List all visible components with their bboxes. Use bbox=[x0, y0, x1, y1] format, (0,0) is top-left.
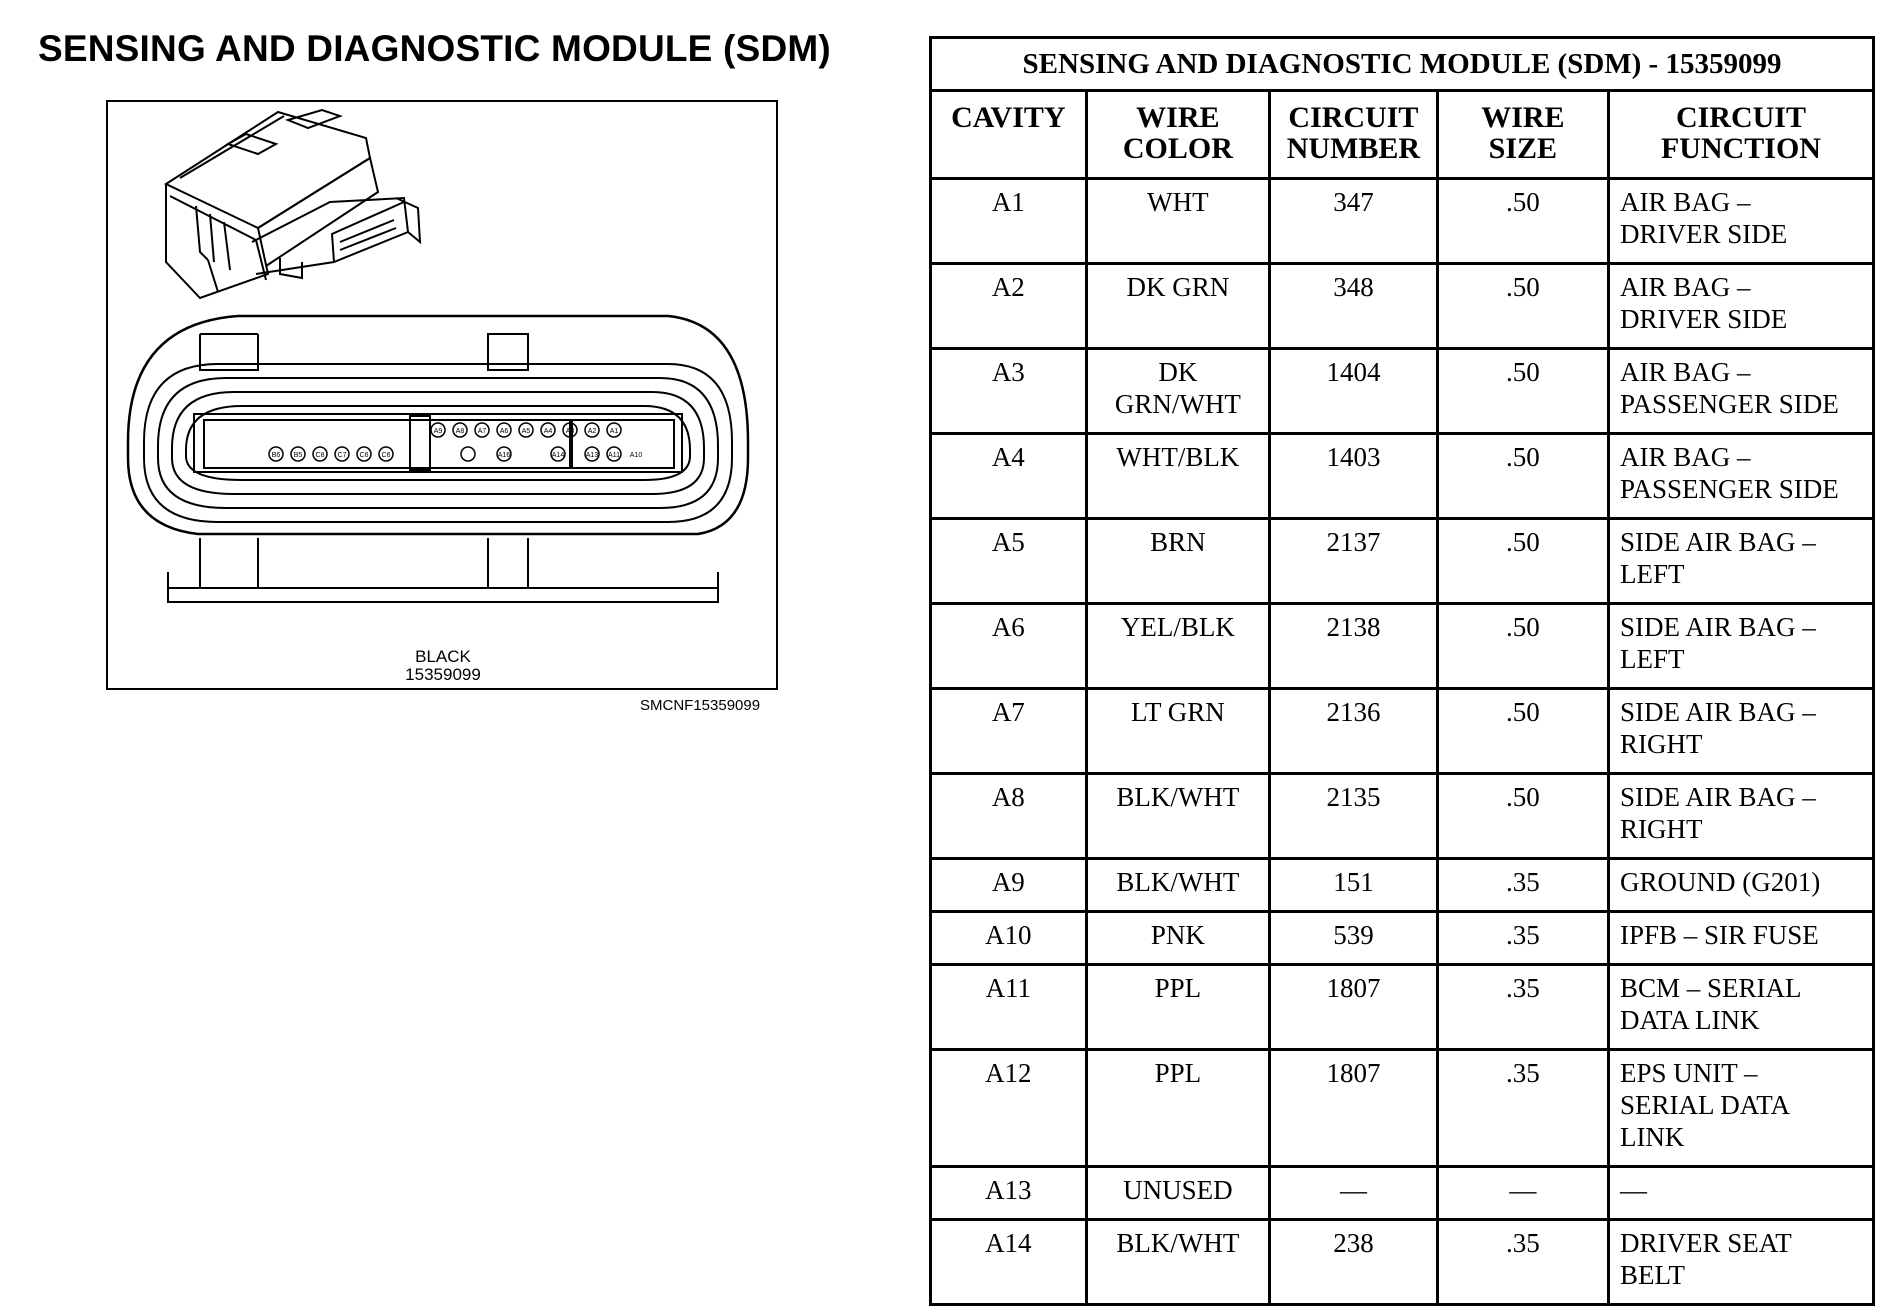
connector-part-number: 15359099 bbox=[405, 665, 481, 684]
cell-circuit-function: DRIVER SEAT BELT bbox=[1608, 1220, 1873, 1305]
pin-label: A2 bbox=[587, 428, 597, 435]
cell-cavity: A11 bbox=[931, 965, 1087, 1050]
cell-wire-color: YEL/BLK bbox=[1086, 604, 1269, 689]
pin-label: A1 bbox=[609, 428, 619, 435]
cell-circuit-number: 2136 bbox=[1270, 689, 1438, 774]
cell-circuit-function: IPFB – SIR FUSE bbox=[1608, 912, 1873, 965]
header-circuit-function: CIRCUIT FUNCTION bbox=[1608, 91, 1873, 179]
pin-label: A14 bbox=[551, 452, 565, 459]
cell-cavity: A4 bbox=[931, 434, 1087, 519]
pinout-table bbox=[929, 36, 1875, 1306]
cell-wire-color: PPL bbox=[1086, 965, 1269, 1050]
pin-label: A11 bbox=[608, 452, 620, 459]
cell-wire-size: .35 bbox=[1437, 1050, 1608, 1167]
table-row bbox=[931, 604, 1874, 689]
cell-circuit-function: SIDE AIR BAG – RIGHT bbox=[1608, 774, 1873, 859]
cell-cavity: A10 bbox=[931, 912, 1087, 965]
cell-circuit-function: SIDE AIR BAG – LEFT bbox=[1608, 519, 1873, 604]
cell-wire-size: .50 bbox=[1437, 604, 1608, 689]
pin-label: B5 bbox=[293, 452, 303, 459]
pin-label: A5 bbox=[521, 428, 531, 435]
cell-circuit-number: 1807 bbox=[1270, 965, 1438, 1050]
cell-circuit-function: — bbox=[1608, 1167, 1873, 1220]
pin-label: A8 bbox=[455, 428, 465, 435]
cell-wire-size: .50 bbox=[1437, 434, 1608, 519]
cell-circuit-number: 1404 bbox=[1270, 349, 1438, 434]
cell-wire-size: .35 bbox=[1437, 965, 1608, 1050]
cell-wire-size: .50 bbox=[1437, 179, 1608, 264]
table-row bbox=[931, 1220, 1874, 1305]
cell-circuit-number: 539 bbox=[1270, 912, 1438, 965]
header-wire-color: WIRE COLOR bbox=[1086, 91, 1269, 179]
cell-circuit-number: 2138 bbox=[1270, 604, 1438, 689]
connector-figure bbox=[106, 100, 778, 690]
cell-cavity: A1 bbox=[931, 179, 1087, 264]
cell-cavity: A5 bbox=[931, 519, 1087, 604]
cell-cavity: A8 bbox=[931, 774, 1087, 859]
cell-wire-size: .50 bbox=[1437, 519, 1608, 604]
cell-wire-color: BLK/WHT bbox=[1086, 774, 1269, 859]
cell-cavity: A9 bbox=[931, 859, 1087, 912]
pin-label: C6 bbox=[359, 452, 369, 459]
cell-wire-size: .50 bbox=[1437, 264, 1608, 349]
header-wire-size: WIRE SIZE bbox=[1437, 91, 1608, 179]
cell-cavity: A13 bbox=[931, 1167, 1087, 1220]
cell-wire-color: WHT bbox=[1086, 179, 1269, 264]
cell-circuit-number: 1807 bbox=[1270, 1050, 1438, 1167]
table-title: SENSING AND DIAGNOSTIC MODULE (SDM) - 15359099 bbox=[931, 38, 1874, 91]
table-row bbox=[931, 179, 1874, 264]
pin-label: A16 bbox=[497, 452, 511, 459]
cell-circuit-function: GROUND (G201) bbox=[1608, 859, 1873, 912]
cell-wire-color: WHT/BLK bbox=[1086, 434, 1269, 519]
cell-circuit-number: 238 bbox=[1270, 1220, 1438, 1305]
cell-circuit-function: AIR BAG – PASSENGER SIDE bbox=[1608, 349, 1873, 434]
pin-label: A4 bbox=[543, 428, 553, 435]
cell-wire-color: BLK/WHT bbox=[1086, 859, 1269, 912]
header-cavity: CAVITY bbox=[931, 91, 1087, 179]
cell-circuit-number: 348 bbox=[1270, 264, 1438, 349]
table-row bbox=[931, 1167, 1874, 1220]
header-circuit-number: CIRCUIT NUMBER bbox=[1270, 91, 1438, 179]
cell-wire-color: DK GRN/WHT bbox=[1086, 349, 1269, 434]
cell-wire-size: .35 bbox=[1437, 912, 1608, 965]
page-title: SENSING AND DIAGNOSTIC MODULE (SDM) bbox=[38, 28, 831, 69]
cell-circuit-function: EPS UNIT – SERIAL DATA LINK bbox=[1608, 1050, 1873, 1167]
cell-wire-color: UNUSED bbox=[1086, 1167, 1269, 1220]
pin-label: C8 bbox=[315, 452, 325, 459]
cell-circuit-function: SIDE AIR BAG – LEFT bbox=[1608, 604, 1873, 689]
cell-wire-color: BLK/WHT bbox=[1086, 1220, 1269, 1305]
cell-wire-size: .35 bbox=[1437, 859, 1608, 912]
cell-circuit-number: 1403 bbox=[1270, 434, 1438, 519]
pin-label: A9 bbox=[433, 428, 443, 435]
cell-circuit-number: — bbox=[1270, 1167, 1438, 1220]
pin-label: A13 bbox=[585, 452, 599, 459]
cell-cavity: A3 bbox=[931, 349, 1087, 434]
table-row bbox=[931, 434, 1874, 519]
table-row bbox=[931, 912, 1874, 965]
cell-circuit-function: AIR BAG – DRIVER SIDE bbox=[1608, 264, 1873, 349]
cell-circuit-function: AIR BAG – DRIVER SIDE bbox=[1608, 179, 1873, 264]
cell-cavity: A6 bbox=[931, 604, 1087, 689]
table-row bbox=[931, 859, 1874, 912]
pin-label: C6 bbox=[381, 452, 391, 459]
cell-circuit-function: AIR BAG – PASSENGER SIDE bbox=[1608, 434, 1873, 519]
cell-circuit-number: 347 bbox=[1270, 179, 1438, 264]
cell-wire-size: .50 bbox=[1437, 774, 1608, 859]
cell-wire-size: .50 bbox=[1437, 689, 1608, 774]
cell-circuit-number: 2137 bbox=[1270, 519, 1438, 604]
cell-wire-size: .50 bbox=[1437, 349, 1608, 434]
cell-circuit-function: SIDE AIR BAG – RIGHT bbox=[1608, 689, 1873, 774]
table-row bbox=[931, 689, 1874, 774]
pin-label: A6 bbox=[499, 428, 509, 435]
table-row bbox=[931, 1050, 1874, 1167]
cell-wire-size: — bbox=[1437, 1167, 1608, 1220]
cell-circuit-function: BCM – SERIAL DATA LINK bbox=[1608, 965, 1873, 1050]
cell-wire-color: PNK bbox=[1086, 912, 1269, 965]
cell-wire-color: DK GRN bbox=[1086, 264, 1269, 349]
table-row bbox=[931, 264, 1874, 349]
cell-cavity: A12 bbox=[931, 1050, 1087, 1167]
cell-cavity: A14 bbox=[931, 1220, 1087, 1305]
table-row bbox=[931, 349, 1874, 434]
pin-label: C7 bbox=[337, 452, 347, 459]
figure-id: SMCNF15359099 bbox=[640, 697, 761, 714]
pin-label: B6 bbox=[271, 452, 281, 459]
connector-color-label: BLACK bbox=[415, 647, 471, 666]
cell-cavity: A2 bbox=[931, 264, 1087, 349]
table-row bbox=[931, 519, 1874, 604]
cell-circuit-number: 2135 bbox=[1270, 774, 1438, 859]
pin-label: A3 bbox=[565, 428, 575, 435]
pin-label: A10 bbox=[629, 452, 643, 459]
cell-circuit-number: 151 bbox=[1270, 859, 1438, 912]
cell-wire-size: .35 bbox=[1437, 1220, 1608, 1305]
pin-label: A7 bbox=[477, 428, 487, 435]
cell-wire-color: LT GRN bbox=[1086, 689, 1269, 774]
table-row bbox=[931, 774, 1874, 859]
table-row bbox=[931, 965, 1874, 1050]
cell-wire-color: PPL bbox=[1086, 1050, 1269, 1167]
connector-drawing bbox=[108, 102, 776, 688]
cell-wire-color: BRN bbox=[1086, 519, 1269, 604]
cell-cavity: A7 bbox=[931, 689, 1087, 774]
